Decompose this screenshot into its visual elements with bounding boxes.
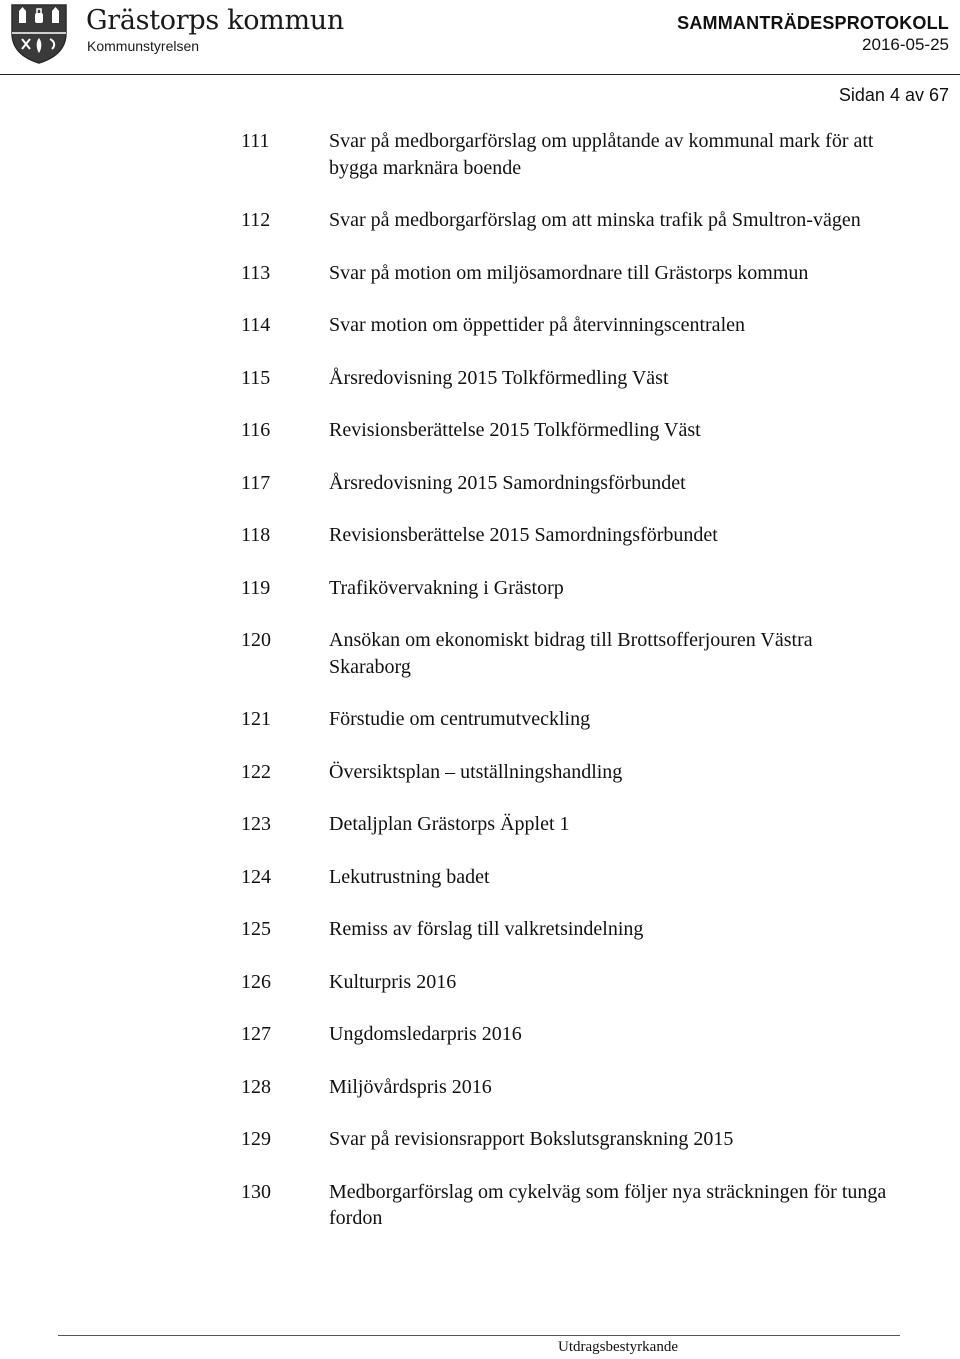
agenda-item-title: Svar på motion om miljösamordnare till Grästorps kommun — [329, 261, 809, 284]
agenda-item-number: 114 — [241, 314, 271, 336]
agenda-item-number: 123 — [241, 813, 271, 835]
header-divider — [0, 74, 960, 75]
footer-text: Utdragsbestyrkande — [558, 1339, 678, 1355]
agenda-item-number: 119 — [241, 576, 271, 599]
organization-name: Grästorps kommun — [86, 5, 344, 36]
agenda-item-title: Ansökan om ekonomiskt bidrag till Brottsofferjouren Västra Skaraborg — [329, 629, 813, 678]
agenda-item-number: 125 — [241, 918, 271, 940]
agenda-item — [0, 916, 960, 943]
agenda-item — [0, 207, 960, 234]
agenda-item — [0, 1074, 960, 1101]
agenda-item-title: Årsredovisning 2015 Tolkförmedling Väst — [329, 366, 669, 389]
agenda-item-number: 130 — [241, 1180, 271, 1203]
agenda-item-number: 126 — [241, 970, 271, 993]
agenda-item — [0, 864, 960, 891]
agenda-item-number: 112 — [241, 209, 271, 231]
agenda-item-number: 113 — [241, 261, 271, 284]
agenda-item-title: Remiss av förslag till valkretsindelning — [329, 918, 644, 940]
agenda-item-title: Revisionsberättelse 2015 Samordningsförbundet — [329, 524, 718, 546]
agenda-item — [0, 1126, 960, 1153]
agenda-item — [0, 627, 960, 680]
organization-unit: Kommunstyrelsen — [87, 38, 200, 54]
agenda-item-title: Miljövårdspris 2016 — [329, 1075, 492, 1098]
agenda-item — [0, 365, 960, 392]
coat-of-arms-icon — [10, 3, 68, 65]
agenda-item-number: 127 — [241, 1023, 271, 1045]
agenda-item-title: Svar motion om öppettider på återvinningscentralen — [329, 314, 745, 336]
agenda-item-title: Detaljplan Grästorps Äpplet 1 — [329, 813, 570, 835]
agenda-item-number: 111 — [241, 130, 270, 152]
agenda-item-title: Svar på medborgarförslag om att minska trafik på Smultron-vägen — [329, 209, 861, 231]
agenda-item-title: Förstudie om centrumutveckling — [329, 708, 591, 730]
agenda-item-number: 118 — [241, 524, 271, 546]
agenda-item — [0, 417, 960, 444]
agenda-item-title: Trafikövervakning i Grästorp — [329, 576, 564, 599]
document-type: SAMMANTRÄDESPROTOKOLL — [677, 13, 949, 33]
agenda-item-title: Revisionsberättelse 2015 Tolkförmedling Väst — [329, 419, 701, 441]
agenda-item-number: 129 — [241, 1128, 271, 1150]
agenda-item-title: Medborgarförslag om cykelväg som följer nya sträckningen för tunga fordon — [329, 1180, 887, 1229]
agenda-item — [0, 260, 960, 287]
agenda-item — [0, 1179, 960, 1232]
agenda-item — [0, 128, 960, 181]
agenda-item — [0, 811, 960, 838]
agenda-item-title: Översiktsplan – utställningshandling — [329, 760, 623, 783]
agenda-item-number: 115 — [241, 366, 271, 389]
agenda-item — [0, 522, 960, 549]
agenda-item — [0, 312, 960, 339]
agenda-item-title: Årsredovisning 2015 Samordningsförbundet — [329, 471, 686, 494]
document-date: 2016-05-25 — [862, 35, 949, 54]
agenda-item-number: 116 — [241, 419, 271, 441]
agenda-item-number: 124 — [241, 865, 271, 888]
page-number: Sidan 4 av 67 — [838, 85, 949, 105]
agenda-item-number: 120 — [241, 629, 271, 651]
agenda-item — [0, 575, 960, 602]
agenda-item-number: 122 — [241, 760, 271, 783]
agenda-item-title: Kulturpris 2016 — [329, 970, 457, 993]
agenda-item — [0, 759, 960, 786]
agenda-list — [0, 128, 960, 1258]
agenda-item — [0, 969, 960, 996]
agenda-item — [0, 1021, 960, 1048]
footer-divider — [58, 1335, 900, 1336]
agenda-item-title: Svar på medborgarförslag om upplåtande av kommunal mark för att bygga marknära boende — [329, 130, 874, 179]
agenda-item-number: 128 — [241, 1075, 271, 1098]
agenda-item — [0, 470, 960, 497]
agenda-item-number: 121 — [241, 708, 271, 730]
agenda-item — [0, 706, 960, 733]
agenda-item-title: Lekutrustning badet — [329, 865, 490, 888]
agenda-item-title: Ungdomsledarpris 2016 — [329, 1023, 522, 1045]
agenda-item-number: 117 — [241, 471, 271, 494]
agenda-item-title: Svar på revisionsrapport Bokslutsgranskning 2015 — [329, 1128, 734, 1150]
